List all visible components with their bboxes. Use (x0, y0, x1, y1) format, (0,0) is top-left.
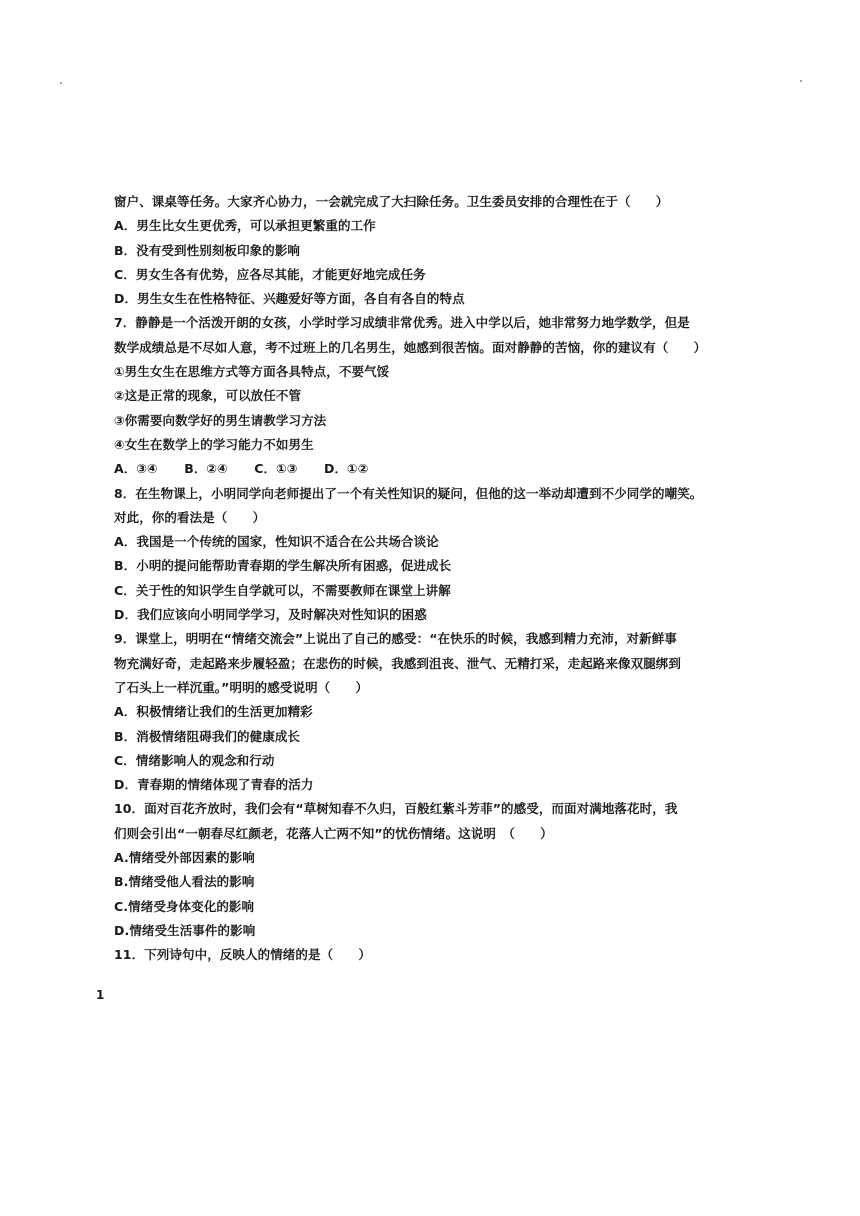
q9-stem-line-2: 物充满好奇，走起路来步履轻盈；在悲伤的时候，我感到沮丧、泄气、无精打采，走起路来像双腿绑到 (114, 655, 682, 671)
q6-option-b: B．没有受到性别刻板印象的影响 (114, 242, 301, 258)
q9-option-c: C．情绪影响人的观念和行动 (114, 752, 275, 768)
q10-stem-line-2: 们则会引出“一朝春尽红颜老，花落人亡两不知”的忧伤情绪。这说明 （ ） (114, 825, 553, 841)
q7-statement-1: ①男生女生在思维方式等方面各具特点，不要气馁 (114, 364, 390, 380)
q10-stem-line-1: 10．面对百花齐放时，我们会有“草树知春不久归，百般红紫斗芳菲”的感受，而面对满地落花时，我 (114, 801, 678, 817)
q8-option-a: A．我国是一个传统的国家，性知识不适合在公共场合谈论 (114, 534, 439, 550)
q7-option-a: A．③④ (114, 461, 158, 477)
q10-option-c: C.情绪受身体变化的影响 (114, 898, 255, 914)
q9-stem-line-1: 9．课堂上，明明在“情绪交流会”上说出了自己的感受：“在快乐的时候，我感到精力充沛，对新鲜事 (114, 631, 677, 647)
q7-options (114, 457, 714, 481)
q11-stem: 11．下列诗句中，反映人的情绪的是（ ） (114, 947, 371, 963)
q7-option-d: D．①② (323, 461, 369, 477)
scan-speck (800, 80, 802, 82)
q7-option-c: C．①③ (254, 461, 298, 477)
q6-option-a: A．男生比女生更优秀，可以承担更繁重的工作 (114, 218, 376, 234)
scan-speck (60, 82, 62, 84)
q7-stem-line-2: 数学成绩总是不尽如人意，考不过班上的几名男生，她感到很苦恼。面对静静的苦恼，你的建议有（ ） (114, 339, 707, 355)
q10-option-b: B.情绪受他人看法的影响 (114, 874, 255, 890)
q8-option-c: C．关于性的知识学生自学就可以，不需要教师在课堂上讲解 (114, 582, 451, 598)
q10-option-a: A.情绪受外部因素的影响 (114, 850, 255, 866)
q7-statement-3: ③你需要向数学好的男生请教学习方法 (114, 412, 327, 428)
q7-statement-4: ④女生在数学上的学习能力不如男生 (114, 436, 314, 452)
q8-stem-line-1: 8．在生物课上，小明同学向老师提出了一个有关性知识的疑问，但他的这一举动却遭到不少同学的嘲笑。 (114, 485, 703, 501)
q9-stem-line-3: 了石头上一样沉重。”明明的感受说明（ ） (114, 679, 369, 695)
q7-statement-2: ②这是正常的现象，可以放任不管 (114, 388, 302, 404)
q7-stem-line-1: 7．静静是一个活泼开朗的女孩，小学时学习成绩非常优秀。进入中学以后，她非常努力地学数学，但是 (114, 315, 690, 331)
q10-option-d: D.情绪受生活事件的影响 (114, 922, 256, 938)
q9-option-a: A．积极情绪让我们的生活更加精彩 (114, 704, 313, 720)
q9-option-b: B．消极情绪阻碍我们的健康成长 (114, 728, 301, 744)
page-number: 1 (96, 988, 105, 1002)
q9-option-d: D．青春期的情绪体现了青春的活力 (114, 777, 314, 793)
question-content (114, 190, 714, 968)
q6-option-d: D．男生女生在性格特征、兴趣爱好等方面，各自有各自的特点 (114, 291, 465, 307)
q8-option-b: B．小明的提问能帮助青春期的学生解决所有困惑，促进成长 (114, 558, 452, 574)
q8-stem-line-2: 对此，你的看法是（ ） (114, 509, 266, 525)
q6-option-c: C．男女生各有优势，应各尽其能，才能更好地完成任务 (114, 266, 426, 282)
q7-option-b: B．②④ (184, 461, 228, 477)
q6-stem-end: 窗户、课桌等任务。大家齐心协力，一会就完成了大扫除任务。卫生委员安排的合理性在于（ ） (114, 194, 669, 209)
q8-option-d: D．我们应该向小明同学学习，及时解决对性知识的困惑 (114, 607, 427, 623)
